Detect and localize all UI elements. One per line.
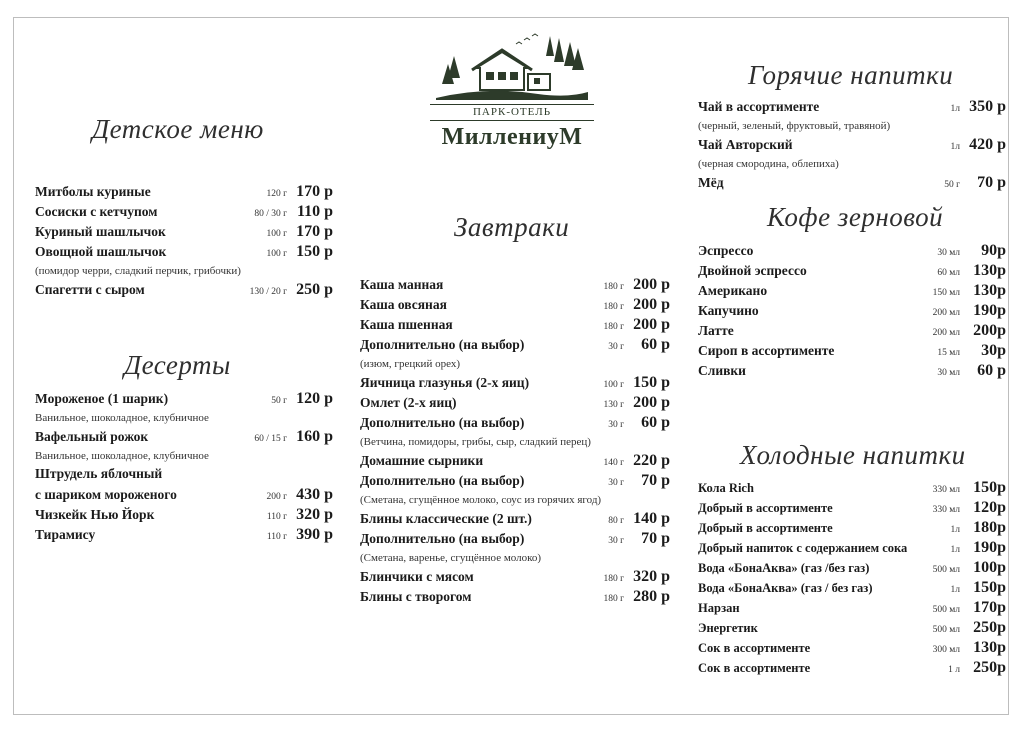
cold-drinks-title: Холодные напитки [740, 440, 966, 470]
logo-rule-bottom [430, 120, 594, 121]
item-price: 220 р [633, 452, 670, 469]
item-price: 170 р [296, 183, 333, 200]
menu-item [698, 599, 1006, 619]
item-quantity: 110 г [266, 512, 287, 522]
menu-item [360, 394, 670, 414]
item-quantity: 300 мл [932, 645, 960, 655]
item-quantity: 110 г [266, 532, 287, 542]
item-price: 280 р [633, 588, 670, 605]
item-name: Блины классические (2 шт.) [360, 511, 532, 526]
menu-item [698, 342, 1006, 362]
item-note: (изюм, грецкий орех) [360, 358, 460, 370]
item-quantity: 15 мл [937, 348, 960, 358]
menu-item [360, 510, 670, 530]
item-quantity: 50 г [944, 180, 960, 190]
item-name: Яичница глазунья (2-х яиц) [360, 375, 530, 390]
item-name: Чай Авторский [698, 137, 793, 152]
item-price: 130р [973, 639, 1006, 656]
item-price: 150 р [296, 243, 333, 260]
item-name: Каша овсяная [360, 297, 447, 312]
item-price: 70 р [641, 530, 670, 547]
item-quantity: 30 мл [937, 368, 960, 378]
item-quantity: 1л [950, 525, 960, 535]
item-name: Тирамису [35, 527, 96, 542]
item-name: Латте [698, 323, 734, 338]
item-quantity: 140 г [603, 458, 624, 468]
menu-item [698, 242, 1006, 262]
item-quantity: 80 / 30 г [254, 209, 287, 219]
menu-item [360, 452, 670, 472]
item-price: 180р [973, 519, 1006, 536]
item-price: 200 р [633, 394, 670, 411]
item-price: 250р [973, 619, 1006, 636]
item-name: Кола Rich [698, 481, 754, 495]
item-quantity: 60 / 15 г [254, 434, 287, 444]
menu-item [360, 336, 670, 356]
item-price: 170 р [296, 223, 333, 240]
item-quantity: 200 мл [932, 308, 960, 318]
item-name: Нарзан [698, 601, 740, 615]
menu-item [698, 559, 1006, 579]
logo-subtitle: ПАРК-ОТЕЛЬ [472, 106, 552, 118]
breakfast-title: Завтраки [454, 212, 570, 242]
hot-drinks-list [698, 98, 1006, 194]
item-quantity: 30 г [608, 342, 624, 352]
item-quantity: 1л [950, 585, 960, 595]
item-name: с шариком мороженого [35, 487, 177, 502]
item-name: Блины с творогом [360, 589, 472, 604]
item-quantity: 120 г [266, 189, 287, 199]
item-quantity: 500 мл [932, 625, 960, 635]
item-name: Сливки [698, 363, 746, 378]
item-quantity: 130 / 20 г [249, 287, 287, 297]
menu-item [698, 579, 1006, 599]
item-quantity: 180 г [603, 322, 624, 332]
item-name: Вода «БонаАква» (газ /без газ) [698, 561, 870, 575]
item-price: 200 р [633, 296, 670, 313]
item-note: (Ветчина, помидоры, грибы, сыр, сладкий перец) [360, 436, 591, 448]
item-quantity: 60 мл [937, 268, 960, 278]
item-name: Домашние сырники [360, 453, 484, 468]
menu-item [360, 374, 670, 394]
menu-item [698, 499, 1006, 519]
item-price: 150 р [633, 374, 670, 391]
item-quantity: 50 г [271, 396, 287, 406]
menu-item [698, 519, 1006, 539]
item-name: Блинчики с мясом [360, 569, 474, 584]
item-price: 120 р [296, 390, 333, 407]
menu-item [698, 639, 1006, 659]
item-price: 100р [973, 559, 1006, 576]
item-name: Сосиски с кетчупом [35, 204, 158, 219]
menu-item [698, 659, 1006, 679]
house-forest-icon [428, 28, 596, 106]
item-quantity: 180 г [603, 594, 624, 604]
item-quantity: 200 г [266, 492, 287, 502]
item-quantity: 200 мл [932, 328, 960, 338]
menu-item [698, 262, 1006, 282]
menu-item [698, 174, 1006, 194]
menu-item [360, 296, 670, 316]
item-price: 250 р [296, 281, 333, 298]
menu-item [360, 568, 670, 588]
item-quantity: 180 г [603, 574, 624, 584]
item-name: Спагетти с сыром [35, 282, 145, 297]
item-price: 110 р [296, 203, 333, 220]
item-quantity: 180 г [603, 302, 624, 312]
item-quantity: 1л [950, 545, 960, 555]
item-price: 150р [973, 479, 1006, 496]
menu-item [35, 428, 333, 448]
menu-item [360, 530, 670, 550]
item-quantity: 100 г [266, 249, 287, 259]
coffee-list [698, 242, 1006, 382]
menu-item [360, 276, 670, 296]
item-quantity: 130 г [603, 400, 624, 410]
menu-item [35, 223, 333, 243]
menu-item [35, 183, 333, 203]
item-quantity: 30 г [608, 420, 624, 430]
kids-menu-title: Детское меню [92, 114, 264, 144]
menu-item [35, 526, 333, 546]
coffee-title: Кофе зерновой [767, 202, 944, 232]
item-quantity: 500 мл [932, 565, 960, 575]
item-note: (черный, зеленый, фруктовый, травяной) [698, 120, 891, 132]
item-name: Капучино [698, 303, 759, 318]
item-note: (Сметана, варенье, сгущённое молоко) [360, 552, 542, 564]
menu-item [698, 619, 1006, 639]
item-note: Ванильное, шоколадное, клубничное [35, 450, 209, 462]
item-price: 60 р [977, 362, 1006, 379]
item-price: 200р [973, 322, 1006, 339]
item-quantity: 1л [950, 142, 960, 152]
item-name: Добрый напиток с содержанием сока [698, 541, 908, 555]
item-name: Дополнительно (на выбор) [360, 415, 525, 430]
item-name: Чизкейк Нью Йорк [35, 507, 155, 522]
item-name: Штрудель яблочный [35, 466, 163, 481]
item-name: Омлет (2-х яиц) [360, 395, 457, 410]
item-price: 60 р [641, 414, 670, 431]
menu-item [35, 486, 333, 506]
menu-item [698, 479, 1006, 499]
item-name: Куриный шашлычок [35, 224, 166, 239]
item-name: Вафельный рожок [35, 429, 149, 444]
item-price: 420 р [969, 136, 1006, 153]
item-name: Дополнительно (на выбор) [360, 473, 525, 488]
menu-item [360, 414, 670, 434]
item-name: Сироп в ассортименте [698, 343, 835, 358]
item-name: Вода «БонаАква» (газ / без газ) [698, 581, 873, 595]
logo-rule-top [430, 104, 594, 105]
item-name: Энергетик [698, 621, 758, 635]
hotel-logo [428, 28, 596, 158]
item-price: 170р [973, 599, 1006, 616]
desserts-list [35, 390, 333, 546]
item-price: 120р [973, 499, 1006, 516]
item-price: 30р [981, 342, 1006, 359]
item-name: Мёд [698, 175, 724, 190]
desserts-title: Десерты [124, 350, 231, 380]
item-name: Дополнительно (на выбор) [360, 531, 525, 546]
item-note: (черная смородина, облепиха) [698, 158, 839, 170]
item-price: 130р [973, 262, 1006, 279]
item-name: Эспрессо [698, 243, 754, 258]
item-price: 130р [973, 282, 1006, 299]
item-price: 200 р [633, 276, 670, 293]
item-name: Двойной эспрессо [698, 263, 807, 278]
item-quantity: 100 г [266, 229, 287, 239]
item-quantity: 30 г [608, 536, 624, 546]
item-quantity: 1 л [948, 665, 960, 675]
item-name: Митболы куриные [35, 184, 151, 199]
hot-drinks-title: Горячие напитки [748, 60, 954, 90]
menu-item [360, 472, 670, 492]
item-quantity: 330 мл [932, 485, 960, 495]
item-name: Каша пшенная [360, 317, 453, 332]
item-name: Сок в ассортименте [698, 661, 811, 675]
item-name: Добрый в ассортименте [698, 501, 833, 515]
item-price: 320 р [296, 506, 333, 523]
item-price: 190р [973, 539, 1006, 556]
menu-item [35, 390, 333, 410]
breakfast-list [360, 276, 670, 608]
item-price: 140 р [633, 510, 670, 527]
item-price: 90р [981, 242, 1006, 259]
item-name: Каша манная [360, 277, 444, 292]
item-quantity: 100 г [603, 380, 624, 390]
item-quantity: 180 г [603, 282, 624, 292]
item-price: 320 р [633, 568, 670, 585]
item-price: 190р [973, 302, 1006, 319]
kids-menu-list [35, 183, 333, 301]
item-quantity: 1л [950, 104, 960, 114]
menu-item [35, 203, 333, 223]
item-name: Американо [698, 283, 768, 298]
item-note: (Сметана, сгущённое молоко, соус из горячих ягод) [360, 494, 602, 506]
item-price: 430 р [296, 486, 333, 503]
menu-item [698, 98, 1006, 118]
menu-item [698, 282, 1006, 302]
item-price: 70 р [641, 472, 670, 489]
item-quantity: 150 мл [932, 288, 960, 298]
item-quantity: 30 мл [937, 248, 960, 258]
item-price: 200 р [633, 316, 670, 333]
menu-item [35, 506, 333, 526]
item-name: Дополнительно (на выбор) [360, 337, 525, 352]
item-quantity: 30 г [608, 478, 624, 488]
cold-drinks-list [698, 479, 1006, 679]
menu-item [35, 243, 333, 263]
item-name: Сок в ассортименте [698, 641, 811, 655]
item-price: 350 р [969, 98, 1006, 115]
menu-item [698, 539, 1006, 559]
item-quantity: 330 мл [932, 505, 960, 515]
menu-item [35, 466, 333, 486]
logo-brand: МиллениуМ [441, 124, 583, 150]
menu-item [698, 136, 1006, 156]
item-price: 390 р [296, 526, 333, 543]
menu-item [35, 281, 333, 301]
item-note: (помидор черри, сладкий перчик, грибочки) [35, 265, 241, 277]
item-name: Чай в ассортименте [698, 99, 820, 114]
item-quantity: 500 мл [932, 605, 960, 615]
item-price: 150р [973, 579, 1006, 596]
item-name: Овощной шашлычок [35, 244, 167, 259]
item-note: Ванильное, шоколадное, клубничное [35, 412, 209, 424]
item-quantity: 80 г [608, 516, 624, 526]
menu-item [698, 322, 1006, 342]
menu-item [360, 588, 670, 608]
menu-item [698, 362, 1006, 382]
menu-item [698, 302, 1006, 322]
item-price: 160 р [296, 428, 333, 445]
item-price: 250р [973, 659, 1006, 676]
item-name: Добрый в ассортименте [698, 521, 833, 535]
menu-item [360, 316, 670, 336]
item-price: 70 р [977, 174, 1006, 191]
item-price: 60 р [641, 336, 670, 353]
item-name: Мороженое (1 шарик) [35, 391, 169, 406]
